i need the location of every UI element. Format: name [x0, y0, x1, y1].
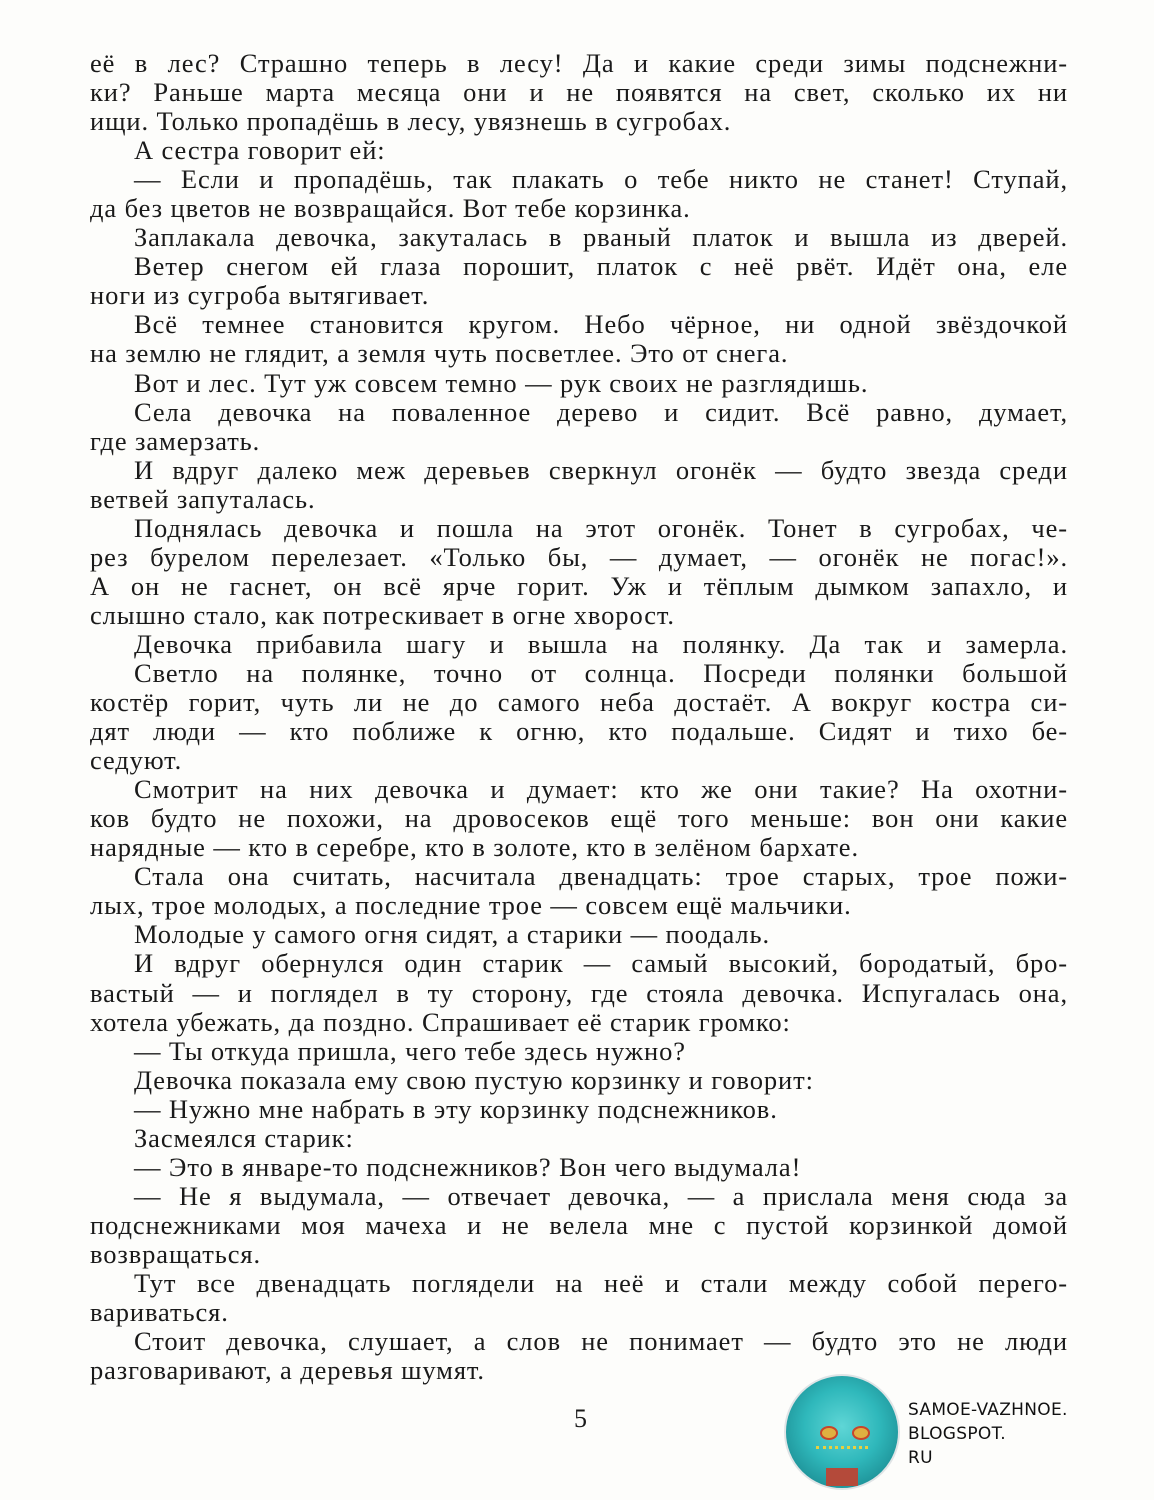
text-line: на землю не глядит, а земля чуть посветлее. Это от снега. — [90, 338, 789, 369]
text-line: ветвей запуталась. — [90, 483, 316, 514]
text-line: дят люди — кто поближе к огню, кто подальше. Сидят и тихо бе- — [90, 717, 1068, 747]
text-line: ноги из сугроба вытягивает. — [90, 280, 430, 311]
text-line: Стоит девочка, слушает, а слов не понимает — будто это не люди — [134, 1327, 1068, 1357]
text-line: нарядные — кто в серебре, кто в золоте, кто в зелёном бархате. — [90, 832, 859, 863]
text-line: слышно стало, как потрескивает в огне хворост. — [90, 599, 675, 630]
text-line: вастый — и поглядел в ту сторону, где стояла девочка. Испугалась она, — [90, 978, 1068, 1008]
watermark-line-2: BLOGSPOT. — [908, 1424, 1006, 1444]
text-line: Девочка прибавила шагу и вышла на полянку. Да так и замерла. — [134, 629, 1068, 659]
text-line: вариваться. — [90, 1297, 229, 1328]
text-line: Смотрит на них девочка и думает: кто же они такие? На охотни- — [134, 775, 1068, 805]
text-line: да без цветов не возвращайся. Вот тебе корзинка. — [90, 193, 691, 224]
text-line: седуют. — [90, 745, 183, 776]
watermark-line-3: RU — [908, 1448, 933, 1468]
watermark — [782, 1372, 1154, 1498]
watermark-text — [908, 1398, 1068, 1470]
text-line: Светло на полянке, точно от солнца. Посреди полянки большой — [134, 658, 1068, 688]
robot-mouth-icon — [816, 1446, 868, 1459]
text-line: И вдруг обернулся один старик — самый высокий, бородатый, бро- — [134, 949, 1068, 979]
text-line: Тут все двенадцать поглядели на неё и стали между собой перего- — [134, 1268, 1068, 1298]
text-line: Заплакала девочка, закуталась в рваный платок и вышла из дверей. — [134, 223, 1068, 253]
text-line: Вот и лес. Тут уж совсем темно — рук своих не разглядишь. — [134, 367, 869, 398]
text-line: рез бурелом перелезает. «Только бы, — думает, — огонёк не погас!». — [90, 542, 1068, 572]
robot-logo-icon — [784, 1374, 900, 1490]
text-line: Стала она считать, насчитала двенадцать: трое старых, трое пожи- — [134, 862, 1068, 892]
text-line: хотела убежать, да поздно. Спрашивает её старик громко: — [90, 1006, 791, 1037]
page-number: 5 — [574, 1404, 587, 1433]
text-line: где замерзать. — [90, 425, 261, 456]
text-line: Молодые у самого огня сидят, а старики — поодаль. — [134, 919, 771, 950]
text-line: — Нужно мне набрать в эту корзинку подснежников. — [134, 1093, 778, 1124]
text-line: А он не гаснет, он всё ярче горит. Уж и тёплым дымком запахло, и — [90, 571, 1068, 601]
text-line: ищи. Только пропадёшь в лесу, увязнешь в сугробах. — [90, 106, 732, 137]
text-line: — Не я выдумала, — отвечает девочка, — а прислала меня сюда за — [134, 1181, 1068, 1211]
text-line: ков будто не похожи, на дровосеков ещё того меньше: вон они какие — [90, 804, 1068, 834]
text-line: — Ты откуда пришла, чего тебе здесь нужно? — [134, 1035, 686, 1066]
text-line: Засмеялся старик: — [134, 1122, 354, 1153]
text-line: Девочка показала ему свою пустую корзинку и говорит: — [134, 1064, 814, 1095]
text-line: — Это в январе-то подснежников? Вон чего выдумала! — [134, 1151, 802, 1182]
text-line: подснежниками моя мачеха и не велела мне с пустой корзинкой домой — [90, 1210, 1068, 1240]
text-line: разговаривают, а деревья шумят. — [90, 1355, 485, 1386]
text-line: ки? Раньше марта месяца они и не появятся на свет, сколько их ни — [90, 78, 1068, 108]
text-line: лых, трое молодых, а последние трое — совсем ещё мальчики. — [90, 890, 852, 921]
body-text — [90, 49, 1068, 1385]
text-line: А сестра говорит ей: — [134, 135, 386, 166]
text-line: Села девочка на поваленное дерево и сидит. Всё равно, думает, — [134, 397, 1068, 427]
text-line: Поднялась девочка и пошла на этот огонёк. Тонет в сугробах, че- — [134, 513, 1068, 543]
robot-eye-icon — [852, 1426, 870, 1440]
text-line: — Если и пропадёшь, так плакать о тебе никто не станет! Ступай, — [134, 165, 1068, 195]
text-line: Всё темнее становится кругом. Небо чёрное, ни одной звёздочкой — [134, 310, 1068, 340]
watermark-line-1: SAMOE-VAZHNOE. — [908, 1400, 1068, 1420]
text-line: костёр горит, чуть ли не до самого неба достаёт. А вокруг костра си- — [90, 688, 1068, 718]
robot-eye-icon — [820, 1426, 838, 1440]
robot-base-icon — [826, 1468, 858, 1486]
text-line: возвращаться. — [90, 1238, 261, 1269]
text-line: её в лес? Страшно теперь в лесу! Да и какие среди зимы подснежни- — [90, 49, 1068, 78]
text-line: Ветер снегом ей глаза порошит, платок с неё рвёт. Идёт она, еле — [134, 252, 1068, 282]
text-line: И вдруг далеко меж деревьев сверкнул огонёк — будто звезда среди — [134, 455, 1068, 485]
